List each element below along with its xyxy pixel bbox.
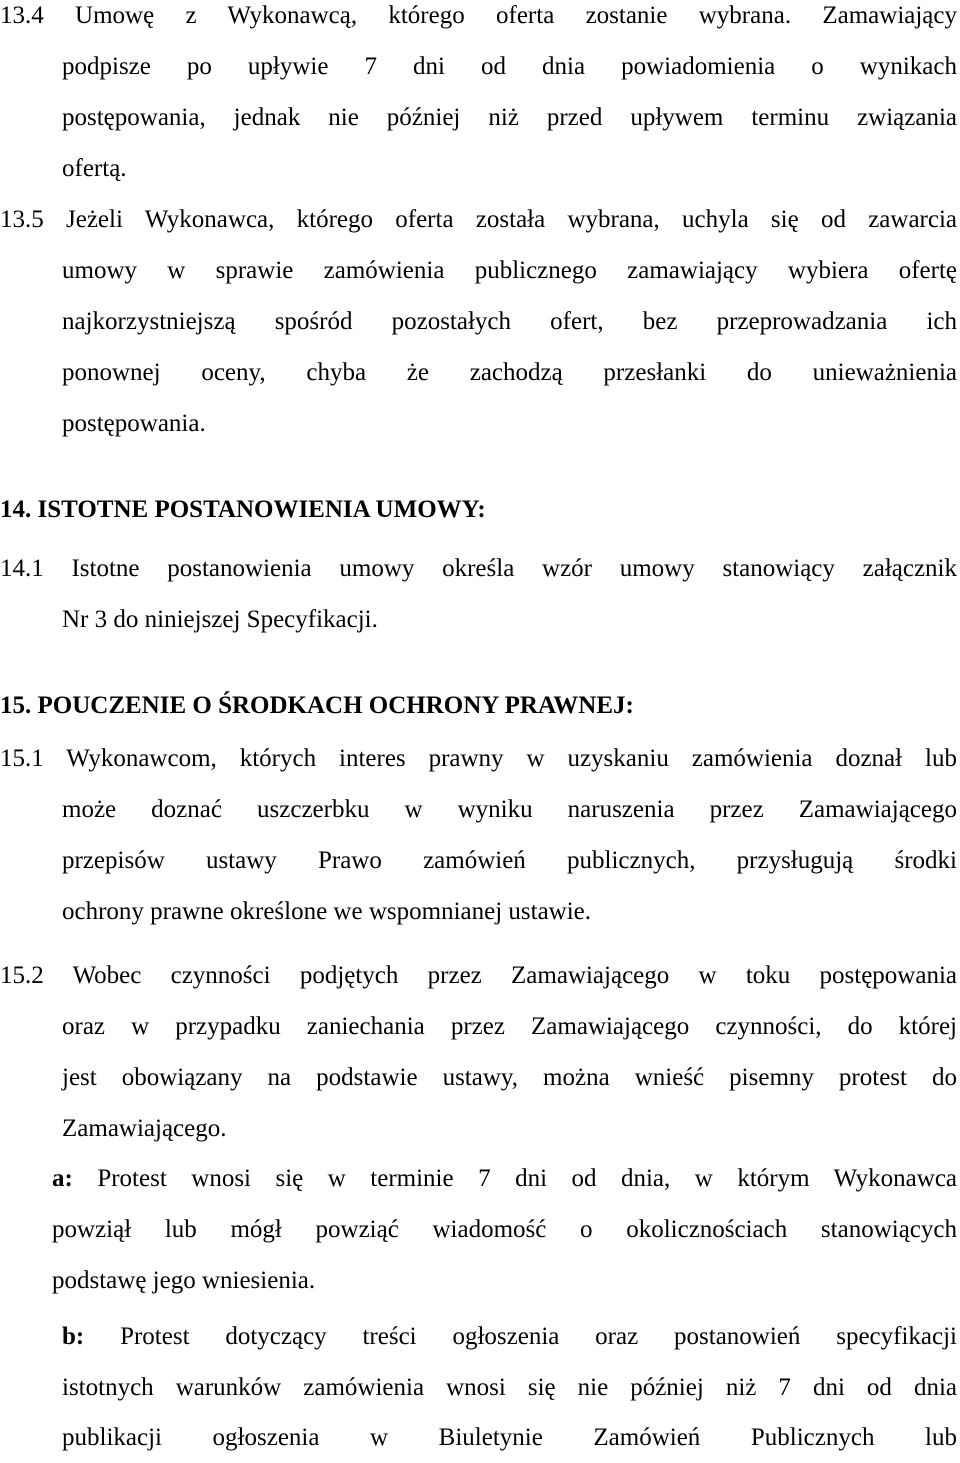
paragraph-line: Istotne postanowienia umowy określa wzór umowy stanowiący załącznik: [71, 555, 957, 582]
paragraph-line: istotnych warunków zamówienia wnosi się nie później niż 7 dni od dnia: [62, 1374, 957, 1401]
paragraph-line: Nr 3 do niniejszej Specyfikacji.: [62, 606, 378, 633]
subsection-label: b:: [62, 1323, 85, 1350]
paragraph-line: umowy w sprawie zamówienia publicznego zamawiający wybiera ofertę: [62, 257, 957, 284]
heading-15: 15. POUCZENIE O ŚRODKACH OCHRONY PRAWNEJ:: [0, 692, 634, 719]
paragraph-line: podstawę jego wniesienia.: [52, 1267, 316, 1294]
paragraph-line: Wykonawcom, których interes prawny w uzyskaniu zamówienia doznał lub: [66, 745, 957, 772]
paragraph-line: jest obowiązany na podstawie ustawy, można wnieść pisemny protest do: [62, 1064, 957, 1091]
paragraph-line: Jeżeli Wykonawca, którego oferta została wybrana, uchyla się od zawarcia: [66, 206, 957, 233]
paragraph-line: powziął lub mógł powziąć wiadomość o okolicznościach stanowiących: [52, 1216, 957, 1243]
paragraph-line: Protest dotyczący treści ogłoszenia oraz postanowień specyfikacji: [120, 1323, 957, 1350]
paragraph-line: Wobec czynności podjętych przez Zamawiającego w toku postępowania: [72, 962, 957, 989]
paragraph-line: postępowania, jednak nie później niż przed upływem terminu związania: [62, 104, 957, 131]
paragraph-line: Zamawiającego.: [62, 1115, 227, 1142]
paragraph-line: może doznać uszczerbku w wyniku naruszenia przez Zamawiającego: [62, 796, 957, 823]
section-number: 13.4: [0, 2, 44, 29]
heading-14: 14. ISTOTNE POSTANOWIENIA UMOWY:: [0, 496, 486, 523]
paragraph-line: ochrony prawne określone we wspomnianej ustawie.: [62, 898, 592, 925]
section-number: 15.2: [0, 962, 44, 989]
subsection-label: a:: [52, 1165, 73, 1192]
paragraph-line: postępowania.: [62, 410, 206, 437]
paragraph-line: publikacji ogłoszenia w Biuletynie Zamówień Publicznych lub: [62, 1424, 957, 1451]
section-number: 13.5: [0, 206, 44, 233]
paragraph-line: ofertą.: [62, 155, 127, 182]
section-number: 15.1: [0, 745, 44, 772]
paragraph-line: ponownej oceny, chyba że zachodzą przesłanki do unieważnienia: [62, 359, 957, 386]
paragraph-line: podpisze po upływie 7 dni od dnia powiadomienia o wynikach: [62, 53, 957, 80]
paragraph-line: przepisów ustawy Prawo zamówień publicznych, przysługują środki: [62, 847, 957, 874]
section-number: 14.1: [0, 555, 44, 582]
paragraph-line: oraz w przypadku zaniechania przez Zamawiającego czynności, do której: [62, 1013, 957, 1040]
paragraph-line: Umowę z Wykonawcą, którego oferta zostanie wybrana. Zamawiający: [75, 2, 957, 29]
paragraph-line: najkorzystniejszą spośród pozostałych ofert, bez przeprowadzania ich: [62, 308, 957, 335]
paragraph-line: Protest wnosi się w terminie 7 dni od dnia, w którym Wykonawca: [97, 1165, 958, 1192]
